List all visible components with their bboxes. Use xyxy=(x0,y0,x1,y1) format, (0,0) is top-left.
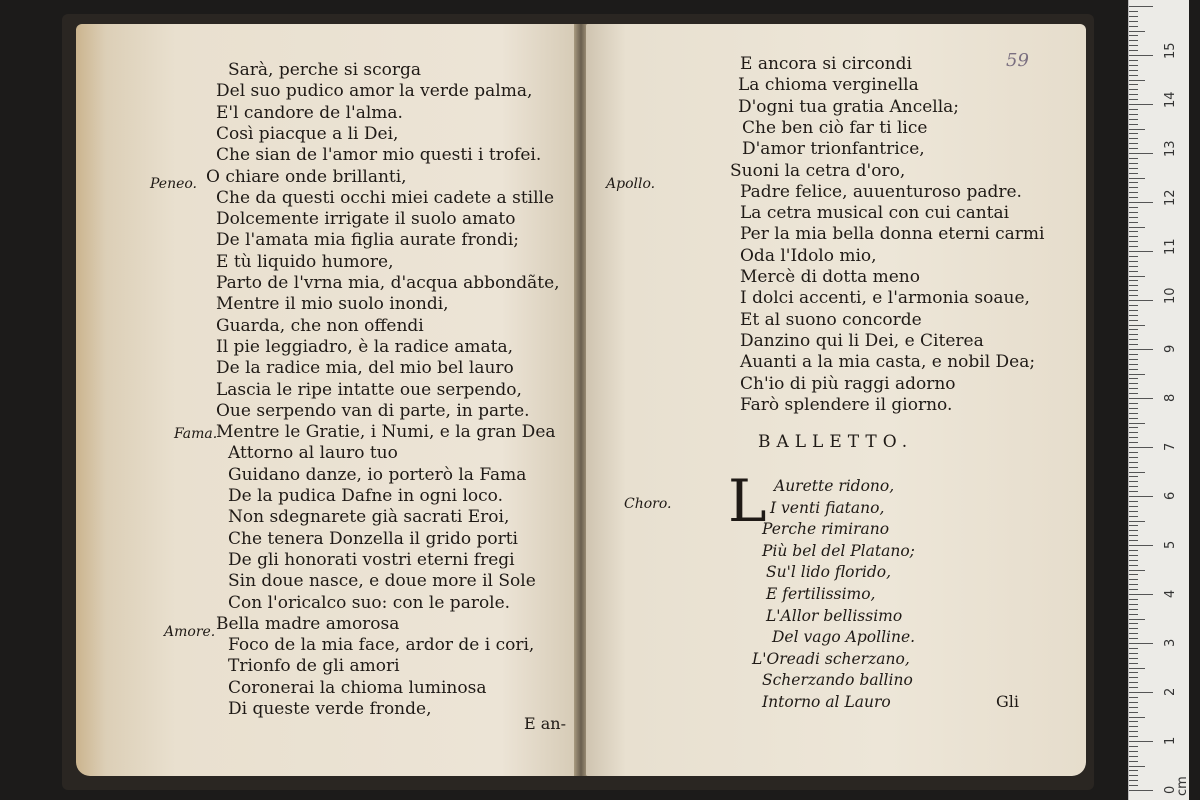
text-line: Di queste verde fronde, xyxy=(228,699,432,719)
ruler-tick xyxy=(1129,707,1138,708)
text-line: Che tenera Donzella il grido porti xyxy=(228,528,518,549)
ruler-tick xyxy=(1129,648,1138,649)
ruler-tick xyxy=(1129,393,1138,394)
text-line: Più bel del Platano; xyxy=(762,541,915,560)
ruler-tick xyxy=(1129,374,1145,375)
ruler-tick xyxy=(1129,516,1138,517)
ruler-tick xyxy=(1129,378,1138,379)
text-line: De la radice mia, del mio bel lauro xyxy=(216,358,514,379)
text-line: Sin doue nasce, e doue more il Sole xyxy=(228,571,536,592)
ruler-label: 2 xyxy=(1163,687,1178,696)
ruler-tick xyxy=(1129,75,1138,76)
ruler-tick xyxy=(1129,300,1153,301)
ruler-tick xyxy=(1129,271,1138,272)
text-line: Sarà, perche si scorga xyxy=(228,60,422,80)
text-line: Guarda, che non offendi xyxy=(216,315,424,336)
text-line: La cetra musical con cui cantai xyxy=(740,203,1010,224)
ruler-tick xyxy=(1129,153,1153,154)
ruler-tick xyxy=(1129,677,1138,678)
ruler-tick xyxy=(1129,158,1138,159)
ruler-tick xyxy=(1129,168,1138,169)
ruler-tick xyxy=(1129,334,1138,335)
ruler-tick xyxy=(1129,712,1138,713)
text-line: Ch'io di più raggi adorno xyxy=(740,373,956,394)
text-line: Foco de la mia face, ardor de i cori, xyxy=(228,635,535,656)
left-page xyxy=(76,24,576,776)
ruler-tick xyxy=(1129,770,1138,771)
ruler-label: 11 xyxy=(1163,238,1178,255)
text-line: De la pudica Dafne in ogni loco. xyxy=(228,486,503,506)
ruler-label: 13 xyxy=(1163,140,1178,157)
text-line: Bella madre amorosa xyxy=(216,613,400,634)
ruler-tick xyxy=(1129,26,1138,27)
ruler-tick xyxy=(1129,94,1138,95)
ruler-tick xyxy=(1129,114,1138,115)
ruler-tick xyxy=(1129,452,1138,453)
text-line: E'l candore de l'alma. xyxy=(216,102,403,123)
ruler-tick xyxy=(1129,756,1138,757)
ruler-tick xyxy=(1129,751,1138,752)
ruler-tick xyxy=(1129,628,1138,629)
ruler-tick xyxy=(1129,736,1138,737)
ruler-tick xyxy=(1129,70,1138,71)
ruler-tick xyxy=(1129,780,1138,781)
ruler-tick xyxy=(1129,418,1138,419)
ruler-tick xyxy=(1129,222,1138,223)
text-line: Attorno al lauro tuo xyxy=(228,443,398,464)
ruler-tick xyxy=(1129,589,1138,590)
ruler-tick xyxy=(1129,192,1138,193)
ruler-tick xyxy=(1129,295,1138,296)
ruler-label: 6 xyxy=(1163,491,1178,500)
ruler-tick xyxy=(1129,251,1153,252)
ruler-tick xyxy=(1129,692,1153,693)
ruler-label: 1 xyxy=(1163,736,1178,745)
speaker-peneo: Peneo. xyxy=(150,176,198,192)
page-number: 59 xyxy=(1006,50,1029,71)
text-line: E tù liquido humore, xyxy=(216,251,394,272)
ruler-tick xyxy=(1129,570,1145,571)
text-line: Per la mia bella donna eterni carmi xyxy=(740,224,1045,245)
ruler-tick xyxy=(1129,129,1145,130)
text-line: Non sdegnarete già sacrati Eroi, xyxy=(228,507,510,528)
ruler-tick xyxy=(1129,21,1138,22)
text-line: D'ogni tua gratia Ancella; xyxy=(738,96,960,117)
ruler-tick xyxy=(1129,50,1138,51)
ruler-label: 0 xyxy=(1163,785,1178,794)
text-line: Scherzando ballino xyxy=(762,671,913,690)
ruler-label: 5 xyxy=(1163,540,1178,549)
text-line: Lascia le ripe intatte oue serpendo, xyxy=(216,379,522,400)
text-line: Che sian de l'amor mio questi i trofei. xyxy=(216,145,542,166)
speaker-choro: Choro. xyxy=(624,496,672,512)
ruler-tick xyxy=(1129,697,1138,698)
ruler-tick xyxy=(1129,790,1153,791)
ruler-tick xyxy=(1129,138,1138,139)
ruler-tick xyxy=(1129,6,1153,7)
ruler-tick xyxy=(1129,643,1153,644)
ruler-tick xyxy=(1129,761,1138,762)
ruler-tick xyxy=(1129,462,1138,463)
ruler-tick xyxy=(1129,427,1138,428)
ruler-tick xyxy=(1129,285,1138,286)
text-line: Mentre il mio suolo inondi, xyxy=(216,294,449,315)
ruler-tick xyxy=(1129,432,1138,433)
ruler-tick xyxy=(1129,182,1138,183)
text-line: Guidano danze, io porterò la Fama xyxy=(228,464,527,485)
ruler-tick xyxy=(1129,364,1138,365)
ruler-tick xyxy=(1129,682,1138,683)
ruler-tick xyxy=(1129,555,1138,556)
ruler-tick xyxy=(1129,496,1153,497)
ruler-tick xyxy=(1129,633,1138,634)
text-line: Danzino qui li Dei, e Citerea xyxy=(740,330,984,351)
ruler-tick xyxy=(1129,143,1138,144)
ruler-tick xyxy=(1129,227,1145,228)
text-line: Trionfo de gli amori xyxy=(228,656,400,677)
ruler-tick xyxy=(1129,45,1138,46)
text-line: Mercè di dotta meno xyxy=(740,267,920,287)
ruler-tick xyxy=(1129,398,1153,399)
ruler-tick xyxy=(1129,594,1153,595)
ruler-tick xyxy=(1129,60,1138,61)
text-line: Intorno al Lauro xyxy=(762,693,891,711)
ruler-tick xyxy=(1129,550,1138,551)
ruler-tick xyxy=(1129,491,1138,492)
text-line: E ancora si circondi xyxy=(740,54,912,74)
text-line: L'Allor bellissimo xyxy=(766,606,903,625)
ruler-tick xyxy=(1129,579,1138,580)
ruler-tick xyxy=(1129,231,1138,232)
ruler-tick xyxy=(1129,65,1138,66)
ruler-tick xyxy=(1129,241,1138,242)
ruler-tick xyxy=(1129,344,1138,345)
ruler-tick xyxy=(1129,623,1138,624)
ruler-tick xyxy=(1129,535,1138,536)
ruler-tick xyxy=(1129,261,1138,262)
ruler-tick xyxy=(1129,339,1138,340)
ruler-tick xyxy=(1129,442,1138,443)
ruler-tick xyxy=(1129,329,1138,330)
ruler-label: 12 xyxy=(1163,189,1178,206)
ruler-tick xyxy=(1129,173,1138,174)
ruler-tick xyxy=(1129,359,1138,360)
ruler-tick xyxy=(1129,565,1138,566)
ruler-tick xyxy=(1129,310,1138,311)
ruler-tick xyxy=(1129,726,1138,727)
ruler-tick xyxy=(1129,746,1138,747)
book-spread xyxy=(62,14,1094,790)
balletto-heading: BALLETTO. xyxy=(758,432,914,452)
ruler-label: 9 xyxy=(1163,344,1178,353)
ruler-label: 8 xyxy=(1163,393,1178,402)
ruler-tick xyxy=(1129,197,1138,198)
ruler-tick xyxy=(1129,609,1138,610)
ruler-tick xyxy=(1129,280,1138,281)
ruler-tick xyxy=(1129,256,1138,257)
ruler-tick xyxy=(1129,511,1138,512)
ruler-tick xyxy=(1129,672,1138,673)
ruler-tick xyxy=(1129,619,1145,620)
ruler-tick xyxy=(1129,408,1138,409)
ruler-tick xyxy=(1129,530,1138,531)
ruler-tick xyxy=(1129,702,1138,703)
drop-cap: L xyxy=(728,467,767,535)
ruler-tick xyxy=(1129,521,1145,522)
text-line: Dolcemente irrigate il suolo amato xyxy=(216,209,516,230)
ruler-tick xyxy=(1129,246,1138,247)
ruler-tick xyxy=(1129,486,1138,487)
ruler-tick xyxy=(1129,599,1138,600)
ruler-tick xyxy=(1129,178,1145,179)
text-line: Parto de l'vrna mia, d'acqua abbondãte, xyxy=(216,273,560,293)
ruler-tick xyxy=(1129,212,1138,213)
ruler-tick xyxy=(1129,124,1138,125)
ruler-tick xyxy=(1129,305,1138,306)
ruler-tick xyxy=(1129,467,1138,468)
ruler-tick xyxy=(1129,388,1138,389)
text-line: Oda l'Idolo mio, xyxy=(740,245,877,266)
ruler-tick xyxy=(1129,506,1138,507)
speaker-fama: Fama. xyxy=(174,426,218,442)
ruler-tick xyxy=(1129,403,1138,404)
left-catchword: E an- xyxy=(524,714,567,733)
text-line: Che da questi occhi miei cadete a stille xyxy=(216,187,555,208)
ruler-tick xyxy=(1129,501,1138,502)
ruler-tick xyxy=(1129,80,1145,81)
ruler-tick xyxy=(1129,84,1138,85)
ruler-tick xyxy=(1129,653,1138,654)
ruler-tick xyxy=(1129,785,1138,786)
ruler-tick xyxy=(1129,266,1138,267)
ruler-tick xyxy=(1129,148,1138,149)
text-line: Coronerai la chioma luminosa xyxy=(228,677,487,698)
ruler-tick xyxy=(1129,638,1138,639)
text-line: La chioma verginella xyxy=(738,75,919,96)
ruler-tick xyxy=(1129,717,1145,718)
ruler-tick xyxy=(1129,35,1138,36)
ruler-tick xyxy=(1129,437,1138,438)
ruler-tick xyxy=(1129,766,1145,767)
ruler-label: 14 xyxy=(1163,91,1178,108)
text-line: Su'l lido florido, xyxy=(766,563,892,582)
measuring-ruler xyxy=(1128,0,1189,800)
ruler-tick xyxy=(1129,276,1145,277)
ruler-tick xyxy=(1129,217,1138,218)
text-line: O chiare onde brillanti, xyxy=(206,166,407,187)
speaker-amore: Amore. xyxy=(164,624,216,640)
text-line: L'Oreadi scherzano, xyxy=(752,649,910,668)
ruler-tick xyxy=(1129,325,1145,326)
ruler-tick xyxy=(1129,614,1138,615)
ruler-tick xyxy=(1129,16,1138,17)
ruler-tick xyxy=(1129,540,1138,541)
text-line: I venti fiatano, xyxy=(770,498,885,517)
ruler-tick xyxy=(1129,447,1153,448)
ruler-tick xyxy=(1129,560,1138,561)
ruler-tick xyxy=(1129,31,1145,32)
ruler-label: 10 xyxy=(1163,287,1178,304)
text-line: Padre felice, auuenturoso padre. xyxy=(740,181,1022,202)
ruler-tick xyxy=(1129,320,1138,321)
ruler-label: 3 xyxy=(1163,638,1178,647)
text-line: Auanti a la mia casta, e nobil Dea; xyxy=(740,352,1036,373)
text-line: Mentre le Gratie, i Numi, e la gran Dea xyxy=(216,422,556,443)
ruler-tick xyxy=(1129,290,1138,291)
speaker-apollo: Apollo. xyxy=(606,176,656,192)
ruler-tick xyxy=(1129,187,1138,188)
text-line: Del vago Apolline. xyxy=(772,628,916,647)
ruler-tick xyxy=(1129,354,1138,355)
ruler-tick xyxy=(1129,741,1153,742)
ruler-tick xyxy=(1129,315,1138,316)
ruler-tick xyxy=(1129,133,1138,134)
ruler-tick xyxy=(1129,423,1145,424)
ruler-tick xyxy=(1129,119,1138,120)
ruler-tick xyxy=(1129,545,1153,546)
text-line: D'amor trionfantrice, xyxy=(742,139,925,160)
text-line: Del suo pudico amor la verde palma, xyxy=(216,81,533,102)
ruler-tick xyxy=(1129,89,1138,90)
text-line: Et al suono concorde xyxy=(740,309,922,330)
text-line: Aurette ridono, xyxy=(774,477,895,495)
ruler-tick xyxy=(1129,413,1138,414)
ruler-tick xyxy=(1129,721,1138,722)
text-line: I dolci accenti, e l'armonia soaue, xyxy=(740,288,1030,309)
text-line: Il pie leggiadro, è la radice amata, xyxy=(216,336,513,357)
text-line: De l'amata mia figlia aurate frondi; xyxy=(216,230,519,251)
ruler-tick xyxy=(1129,207,1138,208)
ruler-tick xyxy=(1129,163,1138,164)
ruler-label: 7 xyxy=(1163,442,1178,451)
ruler-unit: cm xyxy=(1175,776,1190,796)
text-line: Con l'oricalco suo: con le parole. xyxy=(228,592,511,613)
ruler-tick xyxy=(1129,202,1153,203)
ruler-tick xyxy=(1129,383,1138,384)
ruler-tick xyxy=(1129,525,1138,526)
ruler-tick xyxy=(1129,687,1138,688)
ruler-tick xyxy=(1129,40,1138,41)
ruler-tick xyxy=(1129,731,1138,732)
ruler-tick xyxy=(1129,476,1138,477)
ruler-tick xyxy=(1129,584,1138,585)
right-page xyxy=(586,24,1086,776)
ruler-tick xyxy=(1129,369,1138,370)
text-line: Suoni la cetra d'oro, xyxy=(730,160,906,181)
ruler-tick xyxy=(1129,775,1138,776)
text-line: Farò splendere il giorno. xyxy=(740,394,953,415)
ruler-tick xyxy=(1129,104,1153,105)
ruler-tick xyxy=(1129,349,1153,350)
ruler-tick xyxy=(1129,472,1145,473)
ruler-tick xyxy=(1129,109,1138,110)
right-catchword: Gli xyxy=(996,692,1020,711)
text-line: E fertilissimo, xyxy=(766,585,876,603)
ruler-tick xyxy=(1129,574,1138,575)
text-line: Così piacque a li Dei, xyxy=(216,123,399,144)
ruler-tick xyxy=(1129,55,1153,56)
ruler-tick xyxy=(1129,668,1145,669)
ruler-tick xyxy=(1129,604,1138,605)
text-line: Che ben ciò far ti lice xyxy=(742,117,928,138)
ruler-tick xyxy=(1129,457,1138,458)
text-line: Oue serpendo van di parte, in parte. xyxy=(216,400,530,421)
ruler-tick xyxy=(1129,11,1138,12)
ruler-tick xyxy=(1129,658,1138,659)
ruler-tick xyxy=(1129,236,1138,237)
ruler-label: 4 xyxy=(1163,589,1178,598)
text-line: Perche rimirano xyxy=(762,520,890,539)
text-line: De gli honorati vostri eterni fregi xyxy=(228,549,515,570)
ruler-tick xyxy=(1129,663,1138,664)
ruler-tick xyxy=(1129,99,1138,100)
ruler-tick xyxy=(1129,481,1138,482)
ruler-label: 15 xyxy=(1163,42,1178,59)
